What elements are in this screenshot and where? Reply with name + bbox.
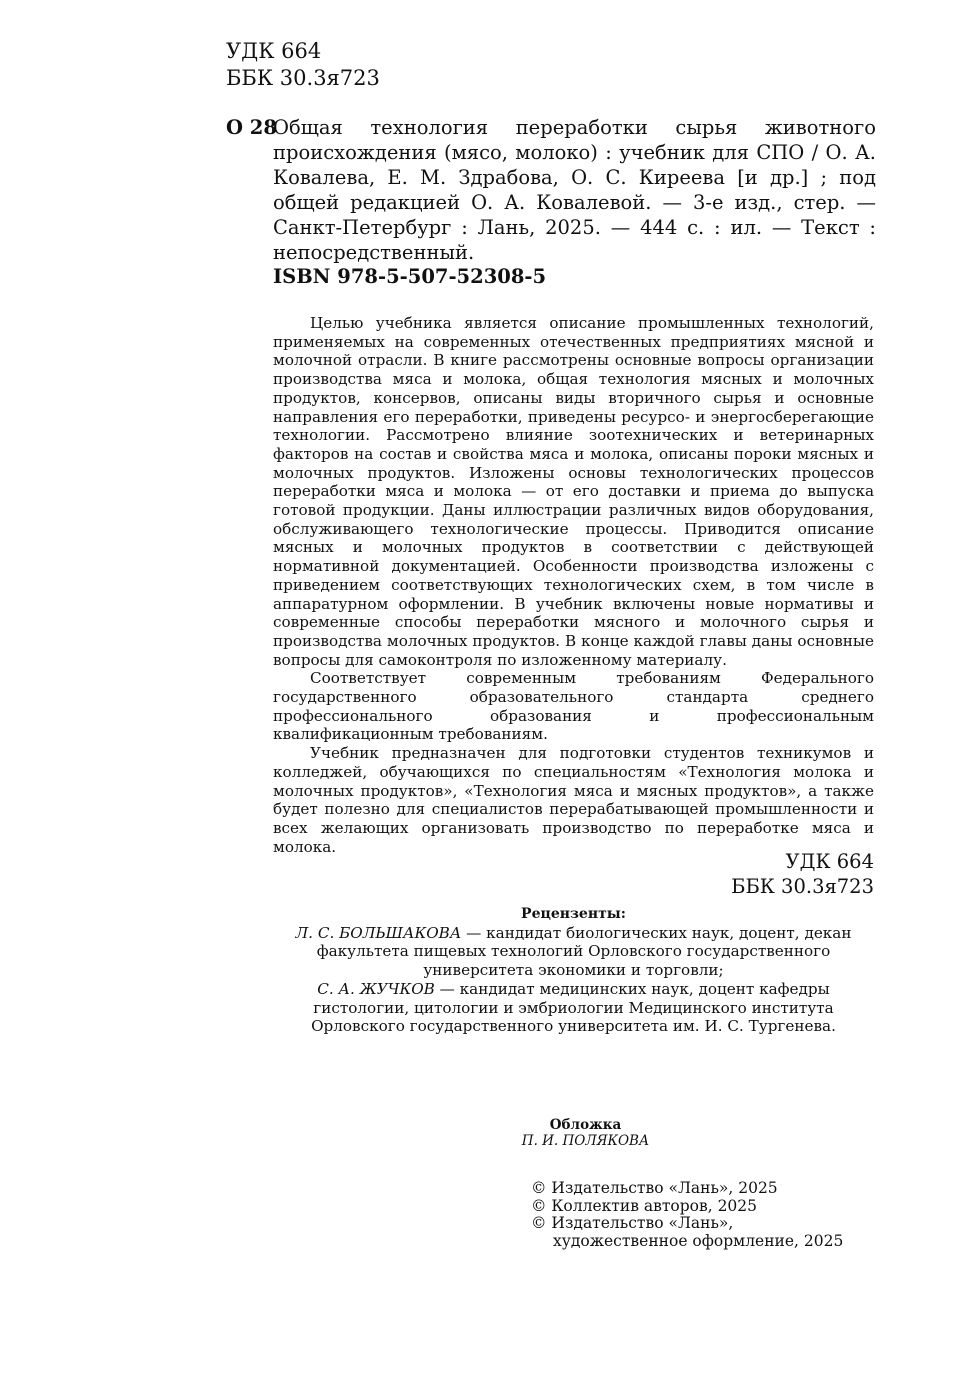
abstract	[273, 314, 874, 856]
classification-bbk: ББК 30.3я723	[731, 875, 874, 898]
copyright-line-4: художественное оформление, 2025	[553, 1231, 844, 1250]
abstract-paragraph-3: Учебник предназначен для подготовки студентов техникумов и колледжей, обучающихся по специальностям «Технология молока и молочных продуктов», «Технология мяса и мясных продуктов», а также будет полезно для специалистов перерабатывающей промышленности и всех желающих организовать производство по переработке мяса и молока.	[273, 744, 874, 856]
header-udk: УДК 664	[226, 39, 322, 63]
entry-text: Общая технология переработки сырья животного происхождения (мясо, молоко) : учебник для СПО / О. А. Ковалева, Е. М. Здрабова, О. С. Киреева [и др.] ; под общей редакцией О. А. Ковалевой. — 3-е изд., стер. — Санкт-Петербург : Лань, 2025. — 444 с. : ил. — Текст : непосредственный.	[273, 116, 876, 264]
cover-title: Обложка	[549, 1117, 622, 1133]
copyright-line-1: © Издательство «Лань», 2025	[531, 1179, 778, 1197]
bibliographic-entry	[226, 115, 876, 265]
copyright-line-3: © Издательство «Лань»,	[531, 1214, 734, 1232]
cover-credit	[450, 1117, 721, 1149]
cover-designer: П. И. ПОЛЯКОВА	[521, 1133, 650, 1149]
isbn: ISBN 978-5-507-52308-5	[273, 265, 547, 288]
header-classification	[226, 38, 380, 92]
abstract-paragraph-1: Целью учебника является описание промышленных технологий, применяемых на современных отечественных предприятиях мясной и молочной отрасли. В книге рассмотрены основные вопросы организации производства мяса и молока, общая технология мясных и молочных продуктов, консервов, описаны виды вторичного сырья и основные направления его переработки, приведены ресурсо- и энергосберегающие технологии. Рассмотрено влияние зоотехнических и ветеринарных факторов на состав и свойства мяса и молока, описаны пороки мясных и молочных продуктов. Изложены основы технологических процессов переработки мяса и молока — от его доставки и приема до выпуска готовой продукции. Даны иллюстрации различных видов оборудования, обслуживающего технологические процессы. Приводится описание мясных и молочных продуктов в соответствии с действующей нормативной документацией. Особенности производства изложены с приведением соответствующих технологических схем, в том числе в аппаратурном оформлении. В учебник включены новые нормативы и современные способы переработки мясного и молочного сырья и производства молочных продуктов. В конце каждой главы даны основные вопросы для самоконтроля по изложенному материалу.	[273, 314, 874, 669]
reviewer-2-name: С. А. ЖУЧКОВ	[317, 979, 435, 998]
abstract-paragraph-2: Соответствует современным требованиям Федерального государственного образовательного стандарта среднего профессионального образования и профессиональным квалификационным требованиям.	[273, 669, 874, 744]
reviewer-1-name: Л. С. БОЛЬШАКОВА	[295, 923, 462, 942]
copyright-block	[531, 1180, 843, 1250]
reviewer-1-desc: — кандидат биологических наук, доцент, декан факультета пищевых технологий Орловского государственного университета экономики и торговли;	[316, 923, 852, 980]
reviewer-2	[273, 980, 874, 1036]
reviewers-block	[273, 905, 874, 1036]
header-bbk: ББК 30.3я723	[226, 66, 380, 90]
classification-udk: УДК 664	[785, 850, 874, 873]
reviewer-1	[273, 924, 874, 980]
reviewers-title: Рецензенты:	[521, 906, 626, 922]
reviewer-2-desc: — кандидат медицинских наук, доцент кафедры гистологии, цитологии и эмбриологии Медицинского института Орловского государственного университета им. И. С. Тургенева.	[311, 979, 836, 1036]
classification-block	[660, 849, 874, 899]
entry-number: О 28	[226, 116, 277, 139]
copyright-line-2: © Коллектив авторов, 2025	[531, 1196, 758, 1215]
